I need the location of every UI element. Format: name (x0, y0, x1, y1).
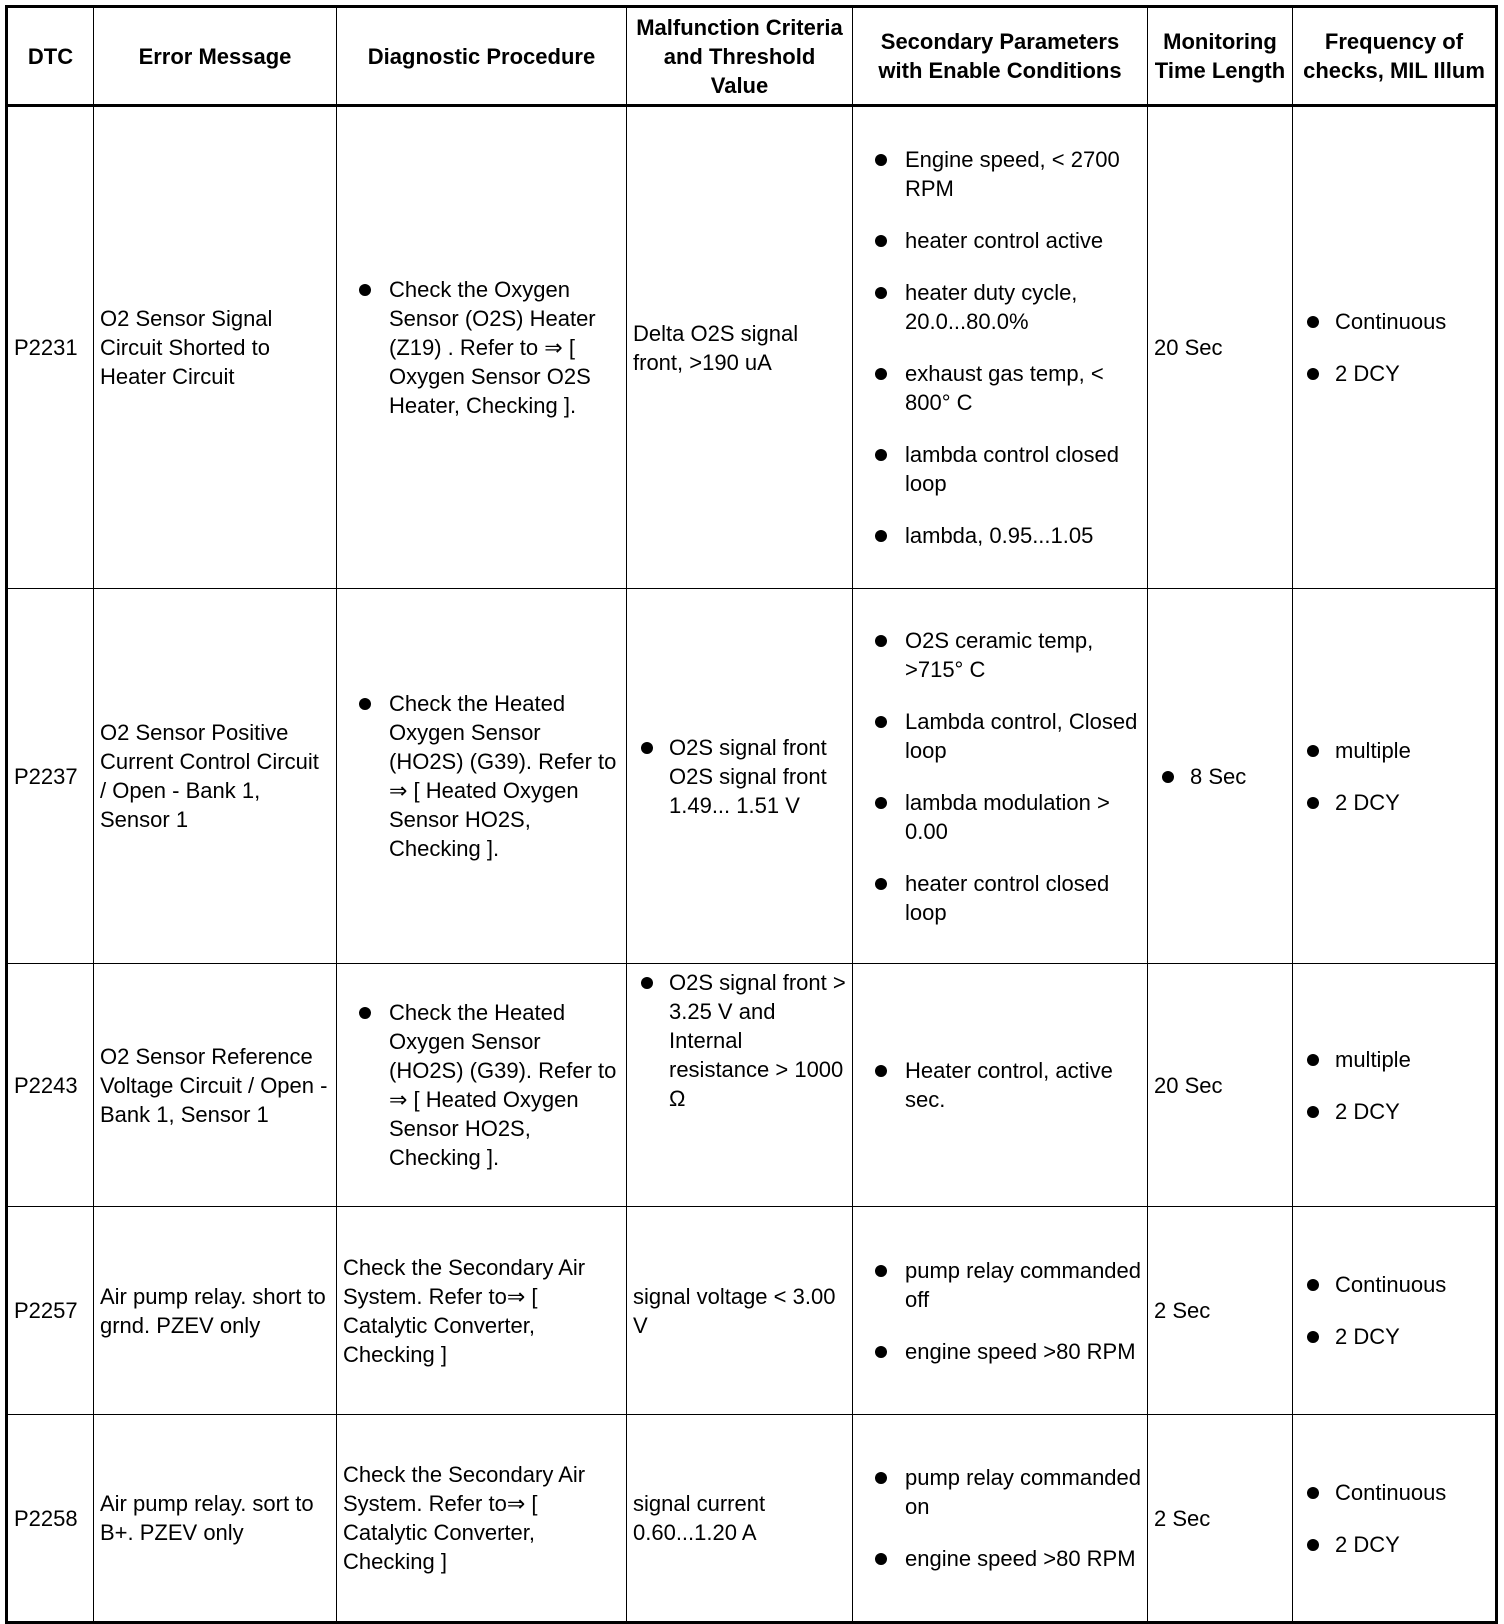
frequency-list (1299, 1270, 1489, 1351)
malfunction-criteria-list (633, 968, 846, 1113)
list-item: 2 DCY (1299, 788, 1489, 817)
error-message: O2 Sensor Signal Circuit Shorted to Heater Circuit (94, 106, 337, 589)
secondary-parameters (853, 964, 1148, 1207)
malfunction-criteria-text: signal current 0.60...1.20 A (633, 1491, 766, 1545)
diagnostic-procedure-text: Check the Secondary Air System. Refer to⇒ [ Catalytic Converter, Checking ] (343, 1462, 586, 1574)
monitoring-time (1148, 106, 1293, 589)
list-item: Check the Oxygen Sensor (O2S) Heater (Z19) . Refer to ⇒ [ Oxygen Sensor O2S Heater, Checking ]. (343, 275, 620, 420)
list-item: engine speed >80 RPM (859, 1544, 1141, 1573)
list-item: pump relay commanded on (859, 1463, 1141, 1521)
diagnostic-procedure (337, 964, 627, 1207)
table-row (7, 589, 1497, 964)
dtc-code: P2237 (7, 589, 94, 964)
list-item: Continuous (1299, 1478, 1489, 1507)
diagnostic-procedure (337, 1415, 627, 1623)
secondary-parameters-list (859, 1256, 1141, 1366)
table-row (7, 106, 1497, 589)
monitoring-time (1148, 589, 1293, 964)
frequency-list (1299, 1478, 1489, 1559)
monitoring-time-text: 20 Sec (1154, 1072, 1223, 1098)
list-item: multiple (1299, 1045, 1489, 1074)
frequency-list (1299, 1045, 1489, 1126)
diagnostic-procedure (337, 1207, 627, 1415)
header-secondary-parameters: Secondary Parameters with Enable Conditions (853, 7, 1148, 106)
frequency (1293, 964, 1497, 1207)
list-item: multiple (1299, 736, 1489, 765)
list-item: Continuous (1299, 1270, 1489, 1299)
frequency (1293, 589, 1497, 964)
dtc-code: P2231 (7, 106, 94, 589)
monitoring-time-text: 2 Sec (1154, 1298, 1211, 1323)
dtc-code: P2243 (7, 964, 94, 1207)
dtc-code: P2258 (7, 1415, 94, 1623)
diagnostic-procedure-list (343, 689, 620, 863)
diagnostic-procedure (337, 589, 627, 964)
list-item: engine speed >80 RPM (859, 1337, 1141, 1366)
list-item: 2 DCY (1299, 1322, 1489, 1351)
error-message: O2 Sensor Positive Current Control Circuit / Open - Bank 1, Sensor 1 (94, 589, 337, 964)
list-item: pump relay commanded off (859, 1256, 1141, 1314)
list-item: Check the Heated Oxygen Sensor (HO2S) (G39). Refer to ⇒ [ Heated Oxygen Sensor HO2S, Checking ]. (343, 998, 620, 1172)
dtc-code: P2257 (7, 1207, 94, 1415)
list-item: Continuous (1299, 307, 1446, 336)
header-row (7, 7, 1497, 106)
list-item: lambda modulation > 0.00 (859, 788, 1141, 846)
list-item: Engine speed, < 2700 RPM (859, 145, 1141, 203)
list-item: lambda, 0.95...1.05 (859, 521, 1141, 550)
diagnostic-procedure-list (343, 275, 620, 420)
secondary-parameters (853, 106, 1148, 589)
error-message: Air pump relay. sort to B+. PZEV only (94, 1415, 337, 1623)
header-frequency: Frequency of checks, MIL Illum (1293, 7, 1497, 106)
monitoring-time-text: 2 Sec (1154, 1505, 1211, 1531)
list-item: 2 DCY (1299, 1097, 1489, 1126)
list-item: Heater control, active sec. (859, 1056, 1141, 1114)
secondary-parameters-list (859, 1463, 1141, 1573)
list-item: heater control closed loop (859, 869, 1141, 927)
list-item: lambda control closed loop (859, 440, 1141, 498)
table-row (7, 1415, 1497, 1623)
malfunction-criteria (627, 589, 853, 964)
malfunction-criteria-list (633, 733, 846, 820)
list-item: Lambda control, Closed loop (859, 707, 1141, 765)
header-dtc: DTC (7, 7, 94, 106)
list-item: 2 DCY (1299, 1530, 1489, 1559)
monitoring-time-text: 20 Sec (1154, 335, 1223, 360)
error-message: O2 Sensor Reference Voltage Circuit / Open - Bank 1, Sensor 1 (94, 964, 337, 1207)
list-item: exhaust gas temp, < 800° C (859, 359, 1141, 417)
list-item: O2S signal front O2S signal front 1.49... 1.51 V (633, 733, 846, 820)
secondary-parameters (853, 1207, 1148, 1415)
malfunction-criteria (627, 964, 853, 1207)
diagnostic-procedure-list (343, 998, 620, 1172)
header-diagnostic-procedure: Diagnostic Procedure (337, 7, 627, 106)
list-item: heater duty cycle, 20.0...80.0% (859, 278, 1141, 336)
list-item: 2 DCY (1299, 359, 1446, 388)
diagnostic-procedure-text: Check the Secondary Air System. Refer to⇒ [ Catalytic Converter, Checking ] (343, 1254, 586, 1367)
header-malfunction-criteria: Malfunction Criteria and Threshold Value (627, 7, 853, 106)
secondary-parameters (853, 589, 1148, 964)
secondary-parameters-list (859, 145, 1141, 550)
monitoring-time-list (1154, 762, 1246, 791)
secondary-parameters-list (859, 1056, 1141, 1114)
list-item: 8 Sec (1154, 762, 1246, 791)
diagnostic-procedure (337, 106, 627, 589)
list-item: heater control active (859, 226, 1141, 255)
monitoring-time (1148, 1207, 1293, 1415)
list-item: O2S ceramic temp, >715° C (859, 626, 1141, 684)
frequency-list (1299, 736, 1489, 817)
table-row (7, 1207, 1497, 1415)
monitoring-time (1148, 964, 1293, 1207)
frequency (1293, 1415, 1497, 1623)
malfunction-criteria-text: Delta O2S signal front, >190 uA (633, 320, 799, 375)
malfunction-criteria (627, 106, 853, 589)
malfunction-criteria-text: signal voltage < 3.00 V (633, 1283, 836, 1338)
monitoring-time (1148, 1415, 1293, 1623)
table-row (7, 964, 1497, 1207)
malfunction-criteria (627, 1207, 853, 1415)
secondary-parameters (853, 1415, 1148, 1623)
error-message: Air pump relay. short to grnd. PZEV only (94, 1207, 337, 1415)
list-item: O2S signal front > 3.25 V and Internal resistance > 1000 Ω (633, 968, 846, 1113)
frequency-list (1299, 307, 1446, 388)
dtc-document (5, 5, 1495, 1613)
header-monitoring-time: Monitoring Time Length (1148, 7, 1293, 106)
frequency (1293, 106, 1497, 589)
dtc-table (5, 5, 1498, 1624)
secondary-parameters-list (859, 626, 1141, 927)
header-error-message: Error Message (94, 7, 337, 106)
list-item: Check the Heated Oxygen Sensor (HO2S) (G39). Refer to ⇒ [ Heated Oxygen Sensor HO2S, Checking ]. (343, 689, 620, 863)
frequency (1293, 1207, 1497, 1415)
malfunction-criteria (627, 1415, 853, 1623)
